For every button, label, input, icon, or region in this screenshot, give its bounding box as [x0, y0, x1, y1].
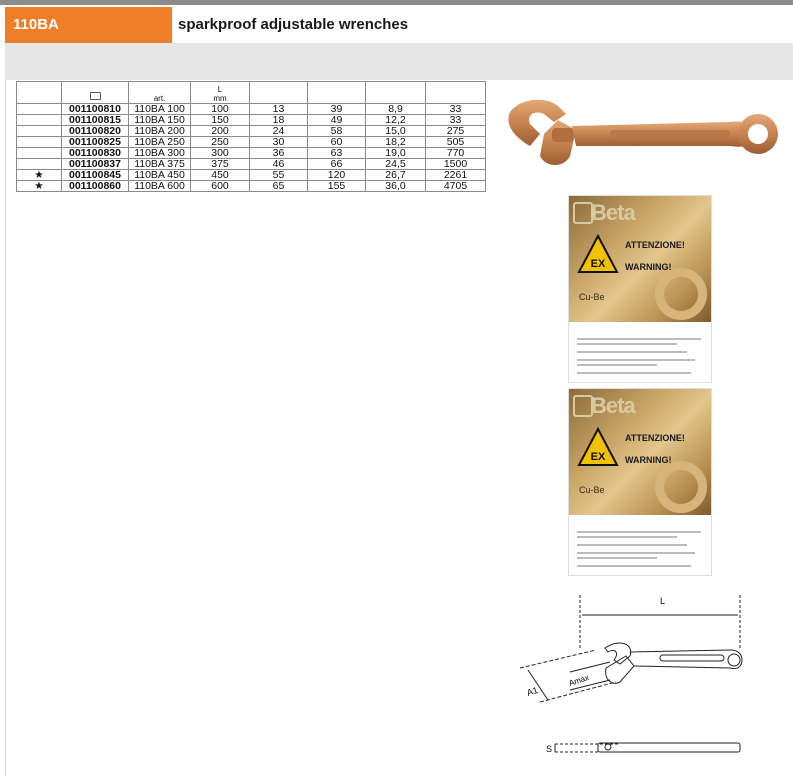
cell-v4: 275 — [426, 126, 486, 137]
cell-code: 001100825 — [62, 137, 129, 148]
cell-v1: 13 — [250, 104, 308, 115]
cell-v3: 26,7 — [366, 170, 426, 181]
table-row — [17, 137, 486, 148]
cell-art: 110BA 600 — [129, 181, 191, 192]
left-divider — [5, 80, 6, 776]
label-Amax: Amax — [567, 673, 591, 688]
cell-v1: 55 — [250, 170, 308, 181]
header-col5 — [250, 82, 308, 104]
warning-english: WARNING! — [625, 262, 672, 272]
wrench-ring-icon — [655, 461, 707, 513]
cell-v1: 36 — [250, 148, 308, 159]
description-band — [5, 43, 793, 80]
ex-warning-icon — [577, 427, 619, 467]
fineprint-line — [577, 343, 677, 345]
product-code-badge: 110BA — [5, 7, 172, 43]
cell-v4: 505 — [426, 137, 486, 148]
fineprint-line — [577, 552, 695, 554]
header-col8 — [426, 82, 486, 104]
barcode-icon — [90, 92, 101, 100]
cell-L: 375 — [191, 159, 250, 170]
label-L: L — [660, 596, 666, 606]
ex-label: EX — [590, 451, 606, 463]
table-row — [17, 126, 486, 137]
safety-leaflet-1 — [568, 195, 712, 383]
cell-v3: 18,2 — [366, 137, 426, 148]
cell-art: 110BA 450 — [129, 170, 191, 181]
cell-L: 600 — [191, 181, 250, 192]
cell-v4: 2261 — [426, 170, 486, 181]
cell-v1: 30 — [250, 137, 308, 148]
cell-v3: 8,9 — [366, 104, 426, 115]
cell-v2: 155 — [308, 181, 366, 192]
fineprint-line — [577, 338, 701, 340]
header-star — [17, 82, 62, 104]
header-length-unit: mm — [213, 94, 227, 103]
fineprint-line — [577, 364, 657, 366]
table-row — [17, 115, 486, 126]
cell-code: 001100860 — [62, 181, 129, 192]
leaflet-artwork — [569, 196, 711, 322]
wrench-ring-icon — [655, 268, 707, 320]
cell-art: 110BA 250 — [129, 137, 191, 148]
spec-table — [16, 81, 486, 192]
table-row — [17, 170, 486, 181]
cell-v4: 4705 — [426, 181, 486, 192]
cell-L: 200 — [191, 126, 250, 137]
cell-L: 300 — [191, 148, 250, 159]
cell-v3: 19,0 — [366, 148, 426, 159]
cell-v4: 1500 — [426, 159, 486, 170]
cell-star — [17, 115, 62, 126]
fineprint-line — [577, 536, 677, 538]
cell-star — [17, 159, 62, 170]
cell-v3: 36,0 — [366, 181, 426, 192]
fineprint-line — [577, 372, 691, 374]
header-length — [191, 82, 250, 104]
beta-logo-icon — [573, 395, 593, 417]
cell-art: 110BA 300 — [129, 148, 191, 159]
cell-v2: 39 — [308, 104, 366, 115]
fineprint-line — [577, 351, 687, 353]
cell-v1: 24 — [250, 126, 308, 137]
fineprint-line — [577, 359, 695, 361]
ex-warning-icon — [577, 234, 619, 274]
cell-star: ★ — [17, 181, 62, 192]
fineprint-line — [577, 531, 701, 533]
cell-v3: 15,0 — [366, 126, 426, 137]
cell-star — [17, 126, 62, 137]
section-header — [0, 7, 793, 43]
cell-art: 110BA 375 — [129, 159, 191, 170]
leaflet-artwork — [569, 389, 711, 515]
cell-art: 110BA 150 — [129, 115, 191, 126]
wrench-photo — [500, 90, 790, 186]
cell-L: 100 — [191, 104, 250, 115]
cell-art: 110BA 100 — [129, 104, 191, 115]
top-rule — [0, 0, 793, 5]
cell-art: 110BA 200 — [129, 126, 191, 137]
header-art: art. — [129, 82, 191, 104]
cell-L: 250 — [191, 137, 250, 148]
warning-italian: ATTENZIONE! — [625, 240, 685, 250]
cell-v2: 60 — [308, 137, 366, 148]
cell-v2: 49 — [308, 115, 366, 126]
ex-label: EX — [590, 258, 606, 270]
brand-logo: Beta — [591, 200, 635, 225]
cell-v1: 18 — [250, 115, 308, 126]
cell-v1: 65 — [250, 181, 308, 192]
fineprint-line — [577, 544, 687, 546]
table-row — [17, 104, 486, 115]
header-col7 — [366, 82, 426, 104]
warning-english: WARNING! — [625, 455, 672, 465]
cell-code: 001100820 — [62, 126, 129, 137]
page-title: sparkproof adjustable wrenches — [178, 16, 409, 33]
cell-v2: 66 — [308, 159, 366, 170]
beta-logo-icon — [573, 202, 593, 224]
cell-star: ★ — [17, 170, 62, 181]
dimension-diagram — [510, 590, 790, 770]
cell-code: 001100810 — [62, 104, 129, 115]
header-length-label: L — [217, 85, 223, 94]
material-label: Cu-Be — [579, 292, 605, 302]
cell-code: 001100837 — [62, 159, 129, 170]
cell-v4: 770 — [426, 148, 486, 159]
cell-code: 001100845 — [62, 170, 129, 181]
cell-star — [17, 137, 62, 148]
cell-star — [17, 148, 62, 159]
cell-v2: 120 — [308, 170, 366, 181]
label-A1: A1 — [525, 684, 540, 698]
cell-v4: 33 — [426, 104, 486, 115]
header-col6 — [308, 82, 366, 104]
table-row — [17, 159, 486, 170]
material-label: Cu-Be — [579, 485, 605, 495]
fineprint-line — [577, 557, 657, 559]
cell-code: 001100830 — [62, 148, 129, 159]
cell-v4: 33 — [426, 115, 486, 126]
table-body — [17, 104, 486, 192]
cell-v1: 46 — [250, 159, 308, 170]
safety-leaflet-2 — [568, 388, 712, 576]
cell-v3: 24,5 — [366, 159, 426, 170]
table-row — [17, 148, 486, 159]
cell-v3: 12,2 — [366, 115, 426, 126]
label-S: S — [546, 744, 553, 754]
cell-v2: 63 — [308, 148, 366, 159]
warning-italian: ATTENZIONE! — [625, 433, 685, 443]
table-row — [17, 181, 486, 192]
fineprint-line — [577, 565, 691, 567]
cell-L: 450 — [191, 170, 250, 181]
cell-v2: 58 — [308, 126, 366, 137]
header-code — [62, 82, 129, 104]
cell-L: 150 — [191, 115, 250, 126]
cell-star — [17, 104, 62, 115]
brand-logo: Beta — [591, 393, 635, 418]
table-header-row — [17, 82, 486, 104]
cell-code: 001100815 — [62, 115, 129, 126]
